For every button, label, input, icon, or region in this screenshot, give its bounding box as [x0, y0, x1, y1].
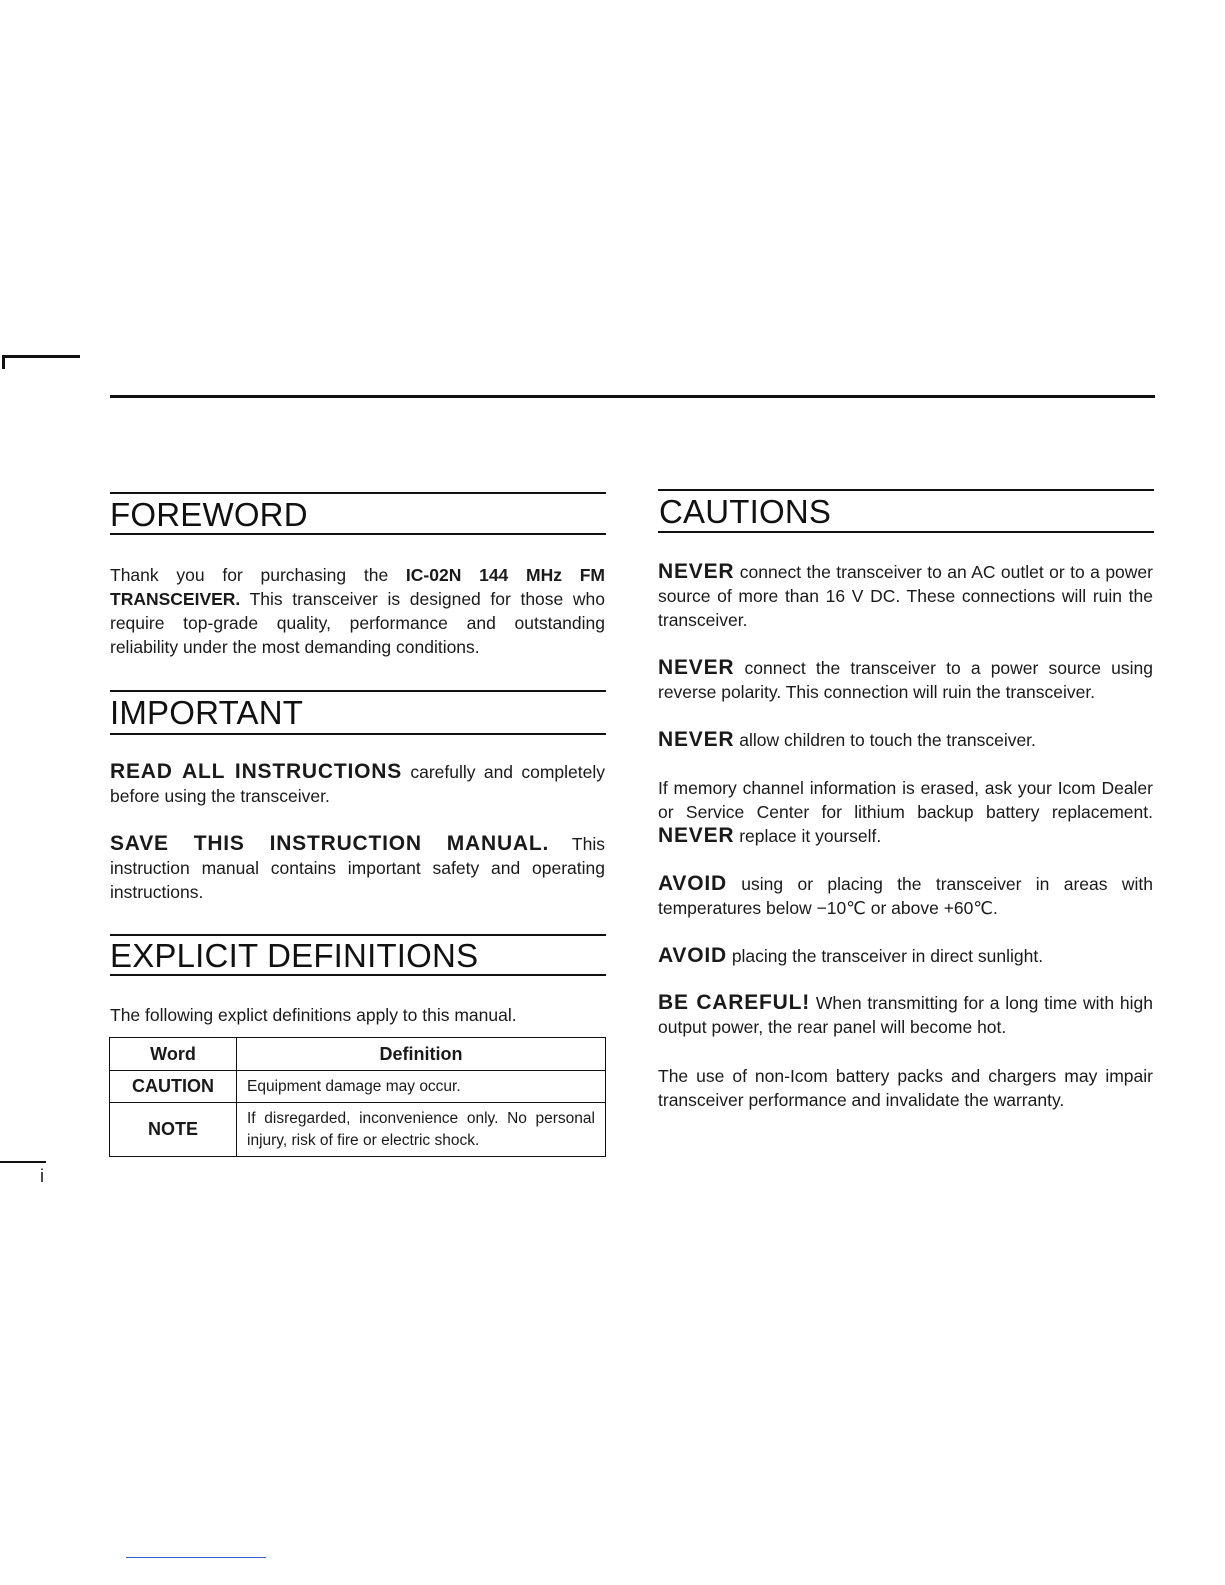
caution-text: replace it yourself. — [734, 826, 882, 846]
cautions-title: CAUTIONS — [659, 493, 832, 530]
foreword-text-a: Thank you for purchasing the — [110, 565, 406, 585]
important-title: IMPORTANT — [110, 694, 304, 731]
caution-text: When transmitting for a long time with high output power, the rear panel will become hot. — [658, 993, 1153, 1037]
header-rule — [110, 395, 1155, 398]
cautions-bottom-rule — [658, 531, 1154, 533]
read-instructions-paragraph — [110, 760, 605, 808]
definitions-top-rule — [110, 934, 606, 936]
caution-text: placing the transceiver in direct sunlight. — [726, 946, 1044, 966]
definitions-title: EXPLICIT DEFINITIONS — [110, 937, 479, 974]
caution-lead: NEVER — [658, 824, 735, 847]
caution-text: connect the transceiver to an AC outlet or to a power source of more than 16 V DC. These connections will ruin the transceiver. — [658, 562, 1153, 630]
foreword-bottom-rule — [110, 533, 606, 535]
table-cell-word: CAUTION — [110, 1071, 237, 1103]
caution-lead: BE CAREFUL! — [658, 991, 811, 1014]
table-row — [110, 1071, 606, 1103]
table-cell-word: NOTE — [110, 1103, 237, 1157]
cautions-top-rule — [658, 489, 1154, 491]
caution-lead: AVOID — [658, 872, 727, 895]
caution-item-1 — [658, 560, 1153, 632]
foreword-paragraph — [110, 563, 605, 659]
caution-lead: NEVER — [658, 560, 735, 583]
bottom-scan-mark — [126, 1557, 266, 1558]
foreword-product-name: IC-02N 144 MHz FM TRANSCEIVER. — [110, 565, 606, 609]
definitions-intro: The following explict definitions apply to this manual. — [110, 1005, 517, 1025]
definitions-bottom-rule — [110, 974, 606, 976]
caution-item-3 — [658, 728, 1153, 752]
save-manual-paragraph — [110, 832, 605, 904]
caution-pre: The use of non-Icom battery packs and chargers may impair transceiver performance and invalidate the warranty. — [658, 1066, 1153, 1110]
corner-mark — [2, 355, 80, 358]
caution-item-7 — [658, 991, 1153, 1039]
foreword-top-rule — [110, 492, 606, 494]
page-number-rule — [0, 1161, 46, 1163]
table-cell-definition: Equipment damage may occur. — [237, 1071, 606, 1103]
read-instructions-text: carefully and completely before using the transceiver. — [110, 762, 605, 806]
table-header-definition: Definition — [237, 1038, 606, 1071]
table-header-row — [110, 1038, 606, 1071]
caution-pre: If memory channel information is erased, ask your Icom Dealer or Service Center for lithium backup battery replacement. — [658, 778, 1153, 822]
foreword-title: FOREWORD — [110, 496, 308, 533]
important-top-rule — [110, 690, 606, 692]
caution-item-8 — [658, 1064, 1153, 1112]
read-instructions-lead: READ ALL INSTRUCTIONS — [110, 760, 403, 783]
caution-item-6 — [658, 944, 1153, 968]
foreword-text-b: This transceiver is designed for those who require top-grade quality, performance and outstanding reliability under the most demanding conditions. — [110, 589, 605, 657]
caution-lead: NEVER — [658, 656, 735, 679]
important-bottom-rule — [110, 733, 606, 735]
caution-text: connect the transceiver to a power source using reverse polarity. This connection will ruin the transceiver. — [658, 658, 1153, 702]
definitions-table — [109, 1037, 606, 1157]
page-number: i — [40, 1166, 44, 1186]
caution-lead: NEVER — [658, 728, 735, 751]
caution-text: allow children to touch the transceiver. — [734, 730, 1036, 750]
caution-text: using or placing the transceiver in areas with temperatures below −10℃ or above +60℃. — [658, 874, 1153, 918]
save-manual-text: This instruction manual contains important safety and operating instructions. — [110, 834, 605, 902]
caution-item-5 — [658, 872, 1153, 920]
caution-item-4 — [658, 776, 1153, 848]
caution-item-2 — [658, 656, 1153, 704]
table-header-word: Word — [110, 1038, 237, 1071]
table-row — [110, 1103, 606, 1157]
corner-mark-tick — [2, 355, 5, 369]
caution-lead: AVOID — [658, 944, 727, 967]
table-cell-definition: If disregarded, inconvenience only. No personal injury, risk of fire or electric shock. — [237, 1103, 606, 1157]
save-manual-lead: SAVE THIS INSTRUCTION MANUAL. — [110, 832, 550, 855]
